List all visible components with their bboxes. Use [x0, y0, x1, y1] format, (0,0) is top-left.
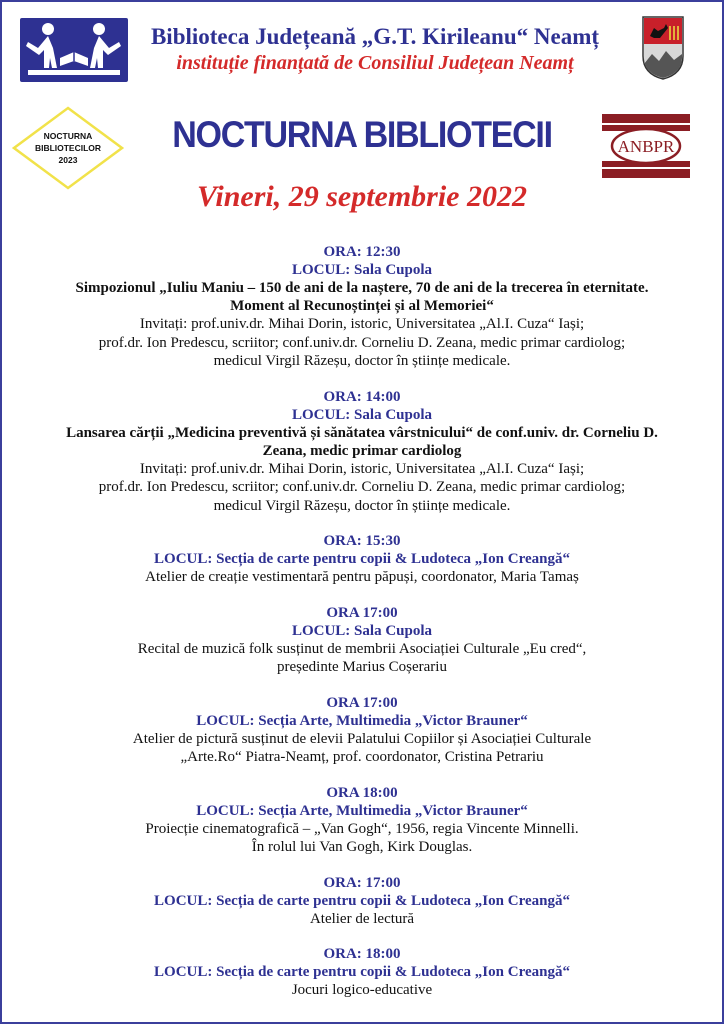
- header: [2, 2, 722, 92]
- event-place: LOCUL: Secția de carte pentru copii & Ludoteca „Ion Creangă“: [154, 551, 570, 567]
- anbpr-logo: [600, 110, 692, 182]
- event-detail-line: Atelier de pictură susținut de elevii Palatului Copiilor și Asociației Culturale: [132, 730, 592, 747]
- event-block: [22, 694, 702, 767]
- library-logo-icon: [20, 18, 128, 82]
- event-block: [22, 388, 702, 516]
- event-time: ORA: 17:00: [323, 874, 401, 891]
- event-detail-line: Atelier de creație vestimentară pentru păpuși, coordonator, Maria Tamaș: [145, 569, 579, 585]
- badge-text: [12, 130, 124, 166]
- event-block: [22, 784, 702, 857]
- event-time: ORA: 14:00: [323, 388, 401, 405]
- event-detail-line: În rolul lui Van Gogh, Kirk Douglas.: [251, 839, 473, 855]
- badge-line-3: 2023: [58, 155, 78, 165]
- event-place: LOCUL: Sala Cupola: [291, 406, 433, 423]
- event-time: ORA 17:00: [326, 694, 398, 711]
- event-detail-line: prof.dr. Ion Predescu, scriitor; conf.univ.dr. Corneliu D. Zeana, medic primar cardiolog;: [98, 479, 626, 495]
- event-detail-line: președinte Marius Coșerariu: [277, 659, 447, 675]
- event-time: ORA 18:00: [326, 784, 398, 801]
- library-name: Biblioteca Județeană „G.T. Kirileanu“ Neamț: [150, 24, 600, 49]
- event-title-line: Lansarea cărții „Medicina preventivă și sănătatea vârstnicului“ de conf.univ. dr. Corneliu D.: [66, 424, 658, 441]
- event-detail-line: medicul Virgil Răzeșu, doctor în științe medicale.: [213, 497, 511, 514]
- event-time: ORA: 15:30: [323, 533, 401, 549]
- nocturna-badge: [12, 106, 124, 190]
- anbpr-label: ANBPR: [617, 137, 675, 156]
- event-detail-line: Atelier de lectură: [309, 910, 415, 927]
- event-time: ORA: 12:30: [323, 244, 401, 260]
- event-block: [22, 604, 702, 677]
- event-detail-line: Proiecție cinematografică – „Van Gogh“, 1956, regia Vincente Minnelli.: [145, 820, 579, 837]
- event-detail-line: medicul Virgil Răzeșu, doctor în științe medicale.: [213, 353, 511, 369]
- event-detail-line: Invitați: prof.univ.dr. Mihai Dorin, istoric, Universitatea „Al.I. Cuza“ Iași;: [139, 460, 585, 477]
- badge-line-2: BIBLIOTECILOR: [34, 143, 102, 153]
- badge-line-1: NOCTURNA: [43, 131, 93, 141]
- page-title: NOCTURNA BIBLIOTECII: [172, 114, 552, 155]
- event-block: [22, 945, 702, 1000]
- event-block: [22, 532, 702, 587]
- event-time: ORA: 18:00: [323, 946, 401, 962]
- event-block: [22, 874, 702, 929]
- event-detail-line: Recital de muzică folk susținut de membrii Asociației Culturale „Eu cred“,: [137, 640, 587, 657]
- program-list: [22, 243, 702, 1017]
- event-detail-line: Invitați: prof.univ.dr. Mihai Dorin, istoric, Universitatea „Al.I. Cuza“ Iași;: [139, 316, 585, 332]
- library-subtitle: instituție finanțată de Consiliul Județean Neamț: [176, 52, 574, 74]
- event-title-line: Simpozionul „Iuliu Maniu – 150 de ani de la naștere, 70 de ani de la trecerea în eternitate.: [75, 280, 649, 296]
- event-place: LOCUL: Secția de carte pentru copii & Ludoteca „Ion Creangă“: [154, 892, 570, 909]
- event-detail-line: „Arte.Ro“ Piatra-Neamț, prof. coordonator, Cristina Petrariu: [180, 749, 544, 765]
- event-date: Vineri, 29 septembrie 2022: [197, 180, 527, 213]
- event-title-line: Zeana, medic primar cardiolog: [262, 442, 462, 459]
- event-detail-line: prof.dr. Ion Predescu, scriitor; conf.univ.dr. Corneliu D. Zeana, medic primar cardiolog;: [98, 334, 626, 351]
- event-time: ORA 17:00: [326, 604, 398, 621]
- event-detail-line: Jocuri logico-educative: [291, 982, 433, 998]
- event-title-line: Moment al Recunoștinței și al Memoriei“: [230, 298, 494, 314]
- event-place: LOCUL: Secția Arte, Multimedia „Victor Brauner“: [196, 712, 528, 729]
- county-crest-icon: [642, 16, 684, 80]
- event-place: LOCUL: Sala Cupola: [291, 622, 433, 639]
- event-place: LOCUL: Sala Cupola: [291, 262, 433, 278]
- event-place: LOCUL: Secția de carte pentru copii & Ludoteca „Ion Creangă“: [154, 964, 570, 980]
- event-place: LOCUL: Secția Arte, Multimedia „Victor Brauner“: [196, 802, 528, 819]
- event-block: [22, 243, 702, 371]
